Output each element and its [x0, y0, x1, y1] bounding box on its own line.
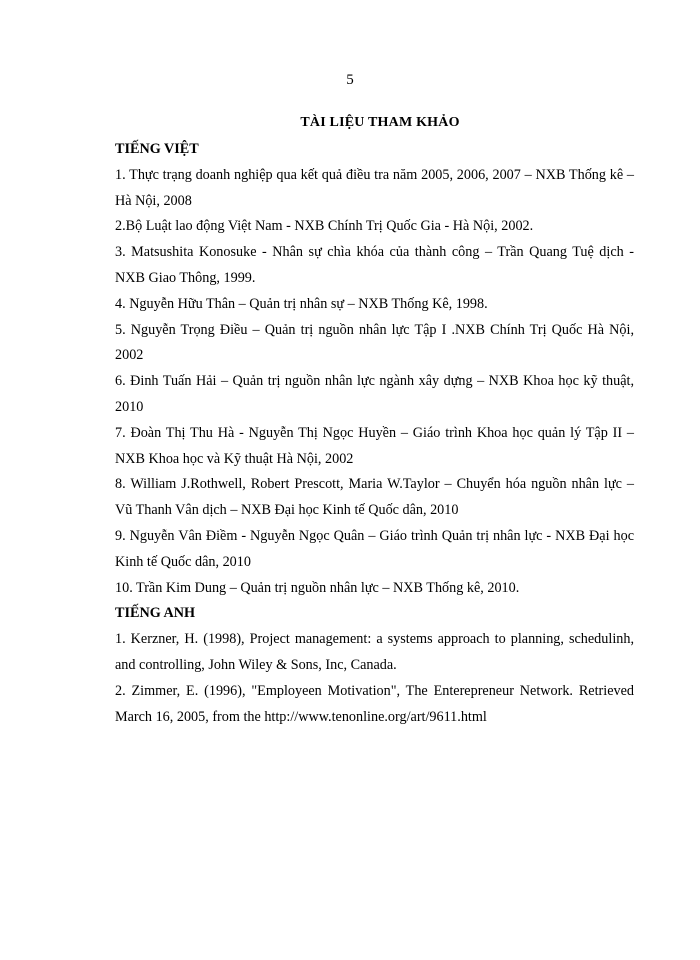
- section-heading-english: TIẾNG ANH: [115, 605, 196, 622]
- page-title: TÀI LIỆU THAM KHẢO: [300, 115, 460, 130]
- reference-item: 2.Bộ Luật lao động Việt Nam - NXB Chính Trị Quốc Gia - Hà Nội, 2002.: [115, 218, 534, 235]
- reference-item: 1. Kerzner, H. (1998), Project management: a systems approach to planning, schedulinh, and controlling, John Wiley & Sons, Inc, Canada.: [115, 631, 634, 673]
- reference-item: 5. Nguyễn Trọng Điều – Quản trị nguồn nhân lực Tập I .NXB Chính Trị Quốc Hà Nội, 2002: [115, 321, 634, 364]
- reference-list: [115, 137, 634, 730]
- reference-item: 9. Nguyễn Vân Điềm - Nguyễn Ngọc Quân – Giáo trình Quản trị nhân lực - NXB Đại học Kinh tế Quốc dân, 2010: [115, 527, 634, 570]
- reference-item: 8. William J.Rothwell, Robert Prescott, Maria W.Taylor – Chuyển hóa nguồn nhân lực – Vũ Thanh Vân dịch – NXB Đại học Kinh tế Quốc dân, 2010: [115, 476, 634, 519]
- reference-item: 4. Nguyễn Hữu Thân – Quản trị nhân sự – NXB Thống Kê, 1998.: [115, 295, 488, 312]
- reference-item: 2. Zimmer, E. (1996), "Employeen Motivation", The Enterepreneur Network. Retrieved March 16, 2005, from the http://www.tenonline.org/art/9611.html: [115, 682, 634, 725]
- page-number: 5: [346, 72, 354, 88]
- reference-item: 7. Đoàn Thị Thu Hà - Nguyễn Thị Ngọc Huyền – Giáo trình Khoa học quản lý Tập II – NXB Khoa học và Kỹ thuật Hà Nội, 2002: [115, 424, 634, 467]
- section-heading-vietnamese: TIẾNG VIỆT: [115, 141, 199, 157]
- reference-item: 3. Matsushita Konosuke - Nhân sự chìa khóa của thành công – Trần Quang Tuệ dịch - NXB Giao Thông, 1999.: [115, 244, 634, 286]
- reference-item: 6. Đinh Tuấn Hải – Quản trị nguồn nhân lực ngành xây dựng – NXB Khoa học kỹ thuật, 2010: [115, 373, 634, 415]
- reference-item: 1. Thực trạng doanh nghiệp qua kết quả điều tra năm 2005, 2006, 2007 – NXB Thống kê – Hà Nội, 2008: [115, 166, 634, 209]
- reference-item: 10. Trần Kim Dung – Quản trị nguồn nhân lực – NXB Thống kê, 2010.: [115, 579, 520, 596]
